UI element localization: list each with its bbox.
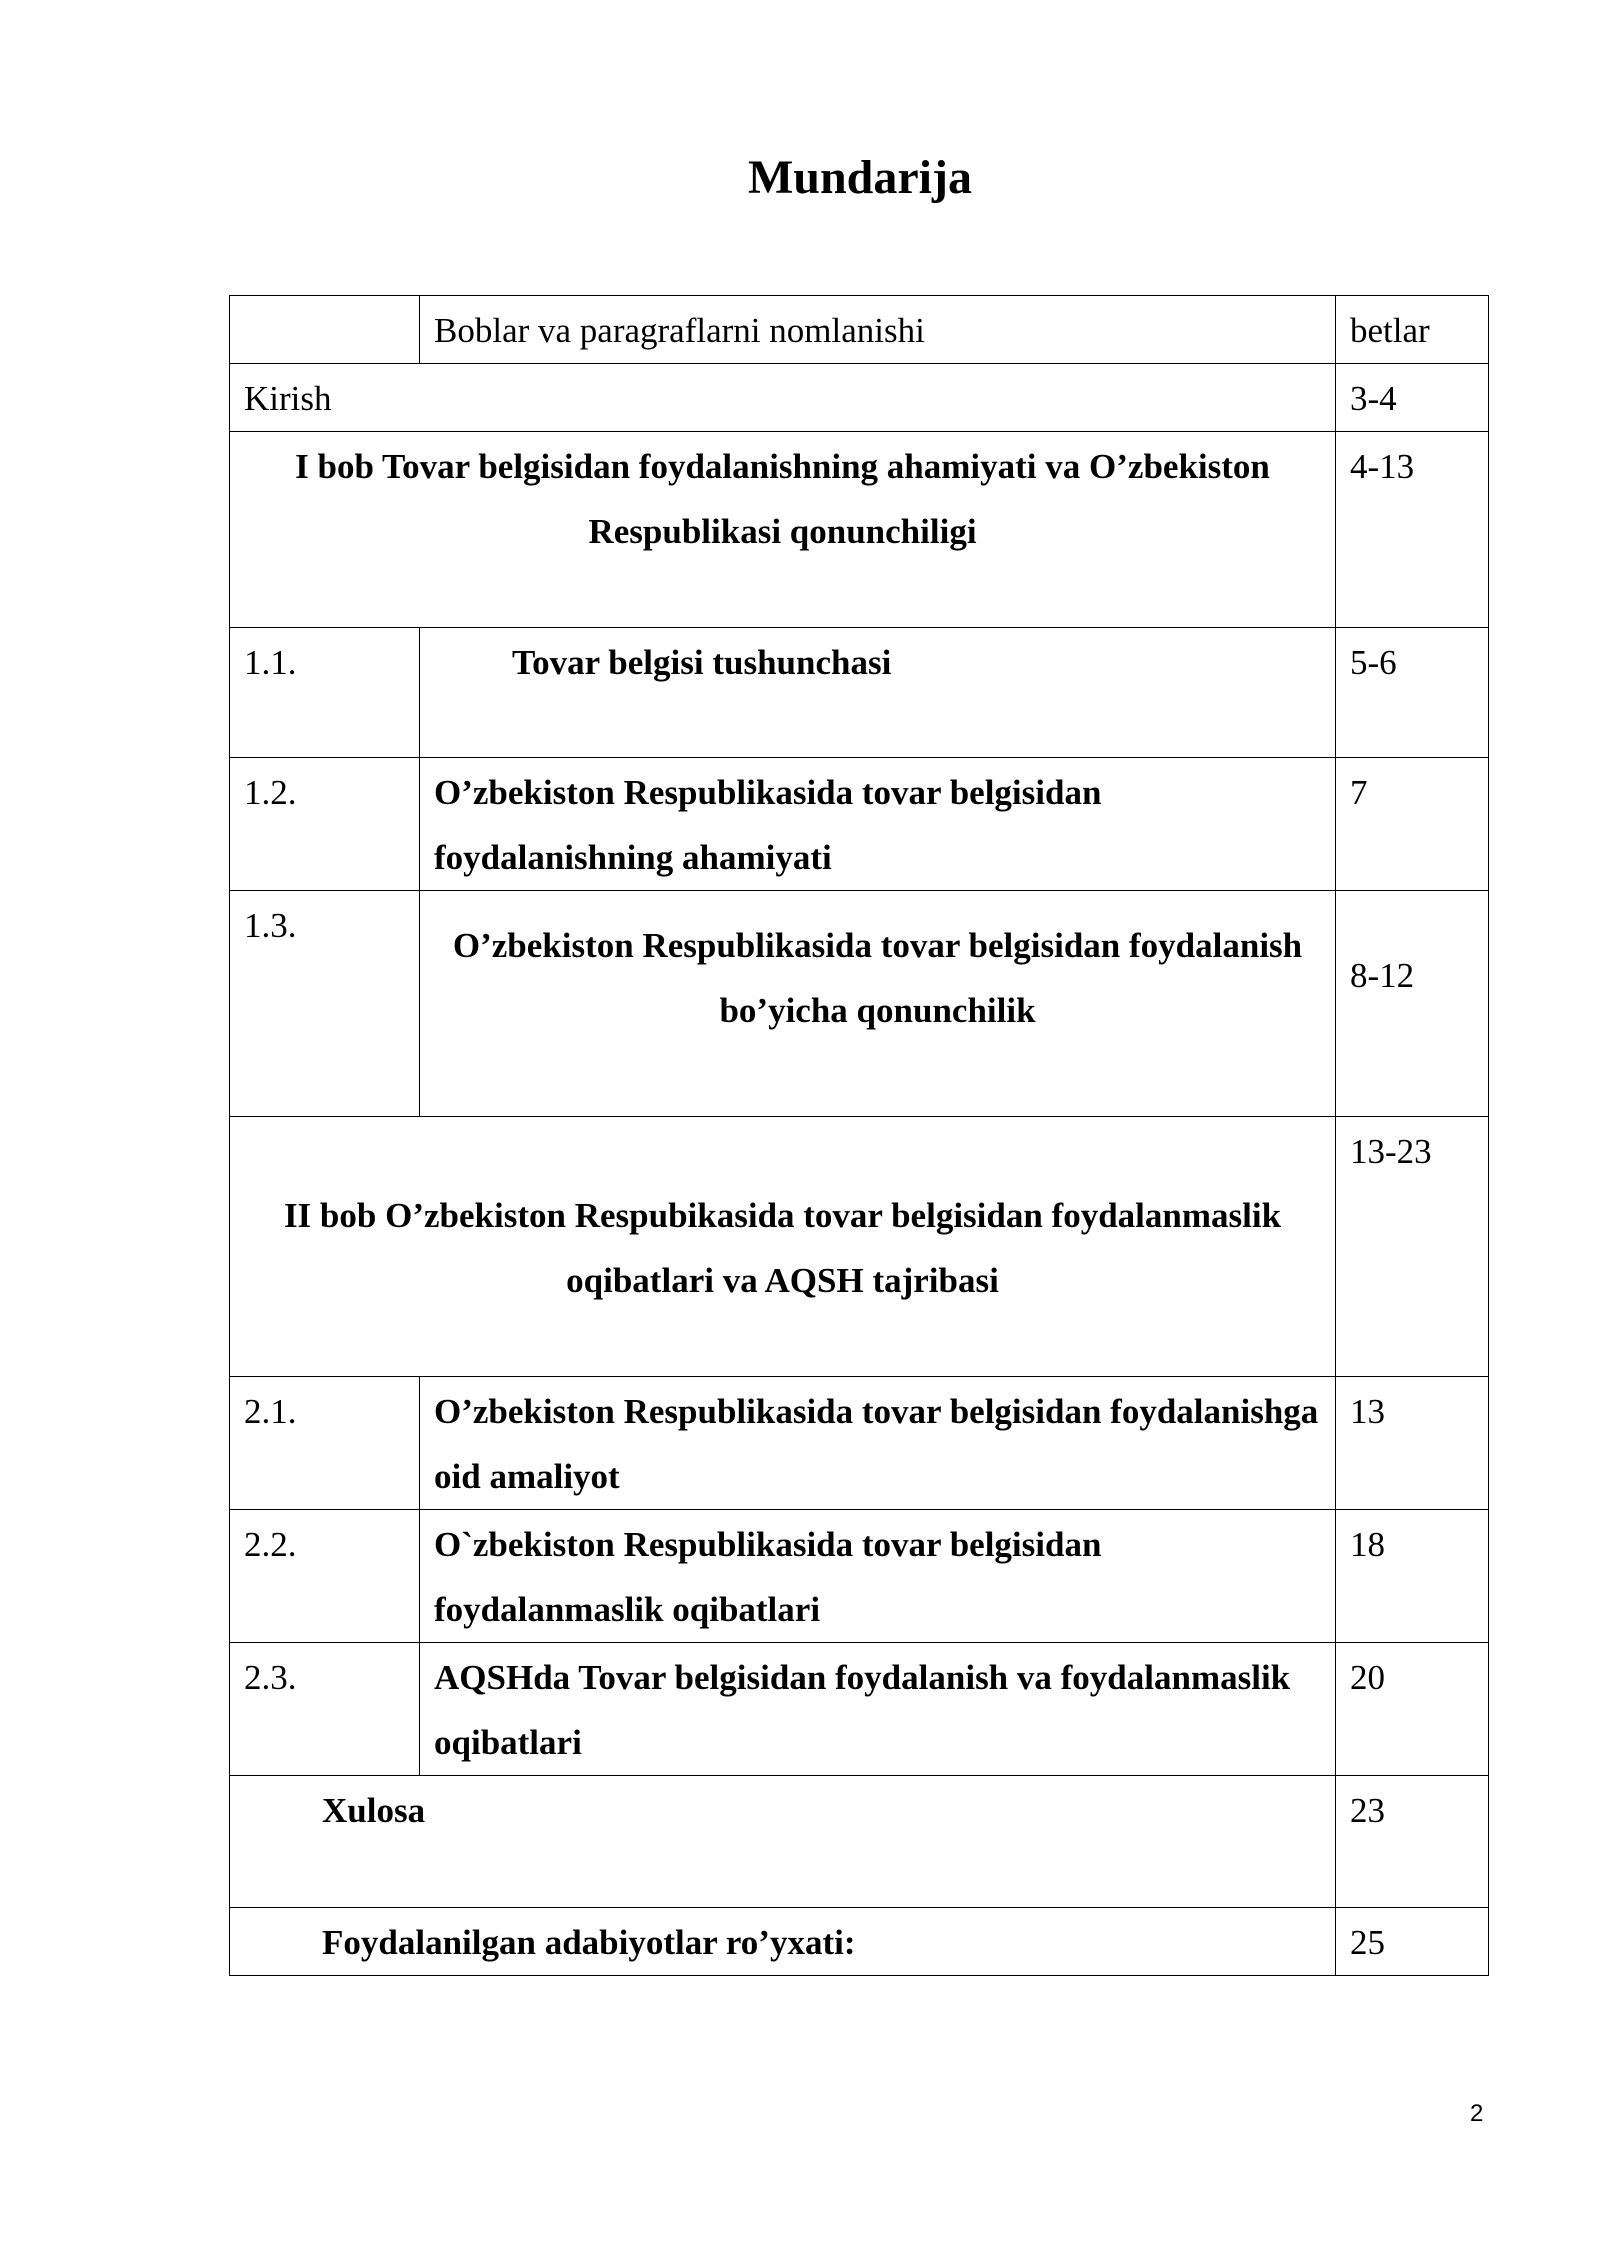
- row-title: O`zbekiston Respublikasida tovar belgisidan foydalanmaslik oqibatlari: [420, 1510, 1336, 1643]
- table-row: [230, 364, 1489, 432]
- page-title: Mundarija: [747, 151, 972, 204]
- page-number: 2: [1470, 2100, 1484, 2127]
- row-number: 2.2.: [230, 1510, 420, 1643]
- row-title: O’zbekiston Respublikasida tovar belgisidan foydalanish bo’yicha qonunchilik: [420, 891, 1336, 1117]
- row-pages: 13-23: [1336, 1117, 1489, 1377]
- row-pages: 7: [1336, 758, 1489, 891]
- table-header-row: [230, 296, 1489, 364]
- table-row: [230, 1643, 1489, 1776]
- row-title: AQSHda Tovar belgisidan foydalanish va foydalanmaslik oqibatlari: [420, 1643, 1336, 1776]
- row-number: 2.1.: [230, 1377, 420, 1510]
- row-number: 1.2.: [230, 758, 420, 891]
- row-title: Xulosa: [230, 1776, 1336, 1908]
- header-number-cell: [230, 296, 420, 364]
- table-row: [230, 1776, 1489, 1908]
- row-pages: 4-13: [1336, 432, 1489, 628]
- row-pages: 18: [1336, 1510, 1489, 1643]
- row-title: Kirish: [230, 364, 1336, 432]
- row-pages: 25: [1336, 1908, 1489, 1976]
- row-pages: 13: [1336, 1377, 1489, 1510]
- row-number: 2.3.: [230, 1643, 420, 1776]
- row-number: 1.1.: [230, 628, 420, 758]
- row-title: O’zbekiston Respublikasida tovar belgisidan foydalanishning ahamiyati: [420, 758, 1336, 891]
- row-title: O’zbekiston Respublikasida tovar belgisidan foydalanishga oid amaliyot: [420, 1377, 1336, 1510]
- table-row: [230, 432, 1489, 628]
- table-row: [230, 628, 1489, 758]
- row-pages: 3-4: [1336, 364, 1489, 432]
- row-number: 1.3.: [230, 891, 420, 1117]
- table-row: [230, 891, 1489, 1117]
- table-of-contents: [229, 295, 1489, 1976]
- table-row: [230, 1510, 1489, 1643]
- header-title-cell: Boblar va paragraflarni nomlanishi: [420, 296, 1336, 364]
- chapter-title: I bob Tovar belgisidan foydalanishning ahamiyati va O’zbekiston Respublikasi qonunchiligi: [230, 432, 1336, 628]
- row-title: Tovar belgisi tushunchasi: [420, 628, 1336, 758]
- chapter-title: II bob O’zbekiston Respubikasida tovar belgisidan foydalanmaslik oqibatlari va AQSH tajribasi: [230, 1117, 1336, 1377]
- row-pages: 8-12: [1336, 891, 1489, 1117]
- header-pages-cell: betlar: [1336, 296, 1489, 364]
- table-row: [230, 1908, 1489, 1976]
- row-title: Foydalanilgan adabiyotlar ro’yxati:: [230, 1908, 1336, 1976]
- table-row: [230, 1117, 1489, 1377]
- table-row: [230, 1377, 1489, 1510]
- table-row: [230, 758, 1489, 891]
- row-pages: 20: [1336, 1643, 1489, 1776]
- row-pages: 23: [1336, 1776, 1489, 1908]
- row-pages: 5-6: [1336, 628, 1489, 758]
